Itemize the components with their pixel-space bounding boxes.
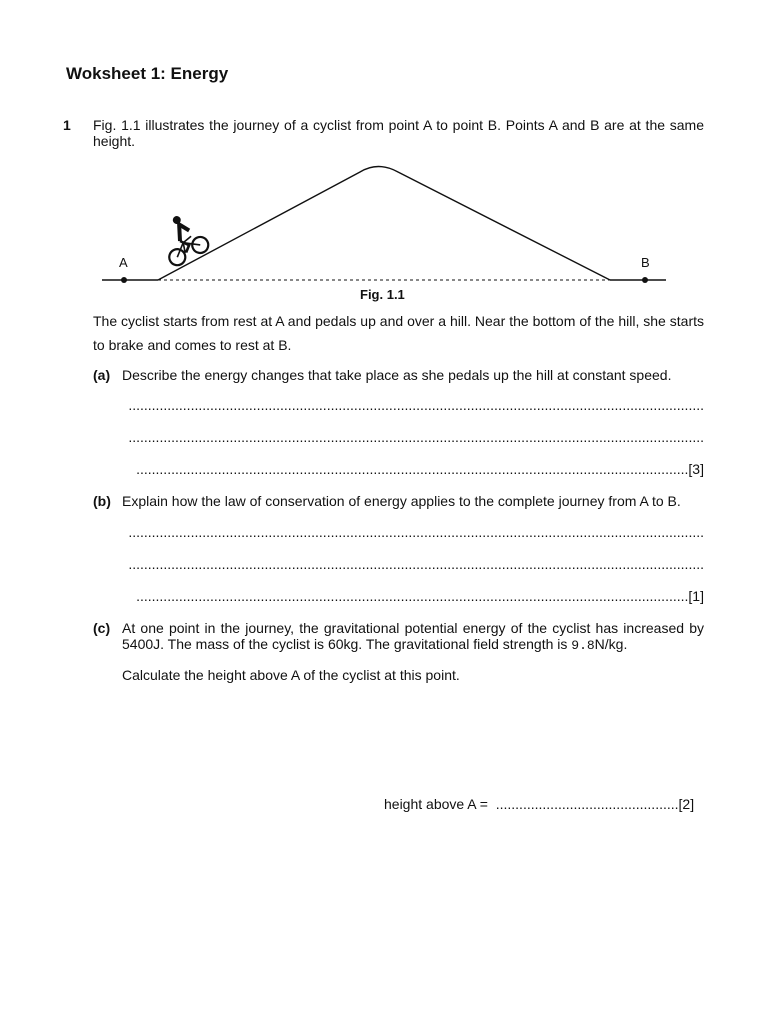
part-a-answer-line-2[interactable]: ....................................................................................................................................................: [128, 429, 704, 445]
part-b-marks: [1]: [688, 588, 704, 604]
question-number: 1: [63, 117, 71, 133]
part-c-marks: [2]: [678, 796, 695, 812]
part-b-answer-line-3[interactable]: ..............................................................................................................................................[1]: [136, 588, 704, 604]
question-context: The cyclist starts from rest at A and pedals up and over a hill. Near the bottom of the hill, she starts to brake and comes to rest at B.: [93, 313, 704, 353]
part-b-answer-line-1[interactable]: ....................................................................................................................................................: [128, 524, 704, 540]
part-c-answer-row: [384, 796, 694, 812]
part-c-label: (c): [93, 620, 111, 636]
point-a-label: A: [119, 255, 128, 270]
part-b-text: Explain how the law of conservation of energy applies to the complete journey from A to B.: [122, 493, 681, 509]
part-c-answer-label: height above A =: [384, 796, 488, 812]
part-b-answer-line-2[interactable]: ....................................................................................................................................................: [128, 556, 704, 572]
worksheet-title: Woksheet 1: Energy: [66, 64, 229, 83]
part-a-answer-line-1[interactable]: ....................................................................................................................................................: [128, 397, 704, 413]
part-c-instruction: Calculate the height above A of the cyclist at this point.: [122, 667, 460, 683]
point-b-dot: [642, 277, 648, 283]
part-c-text: [122, 620, 704, 654]
part-a-label: (a): [93, 367, 111, 383]
part-c-answer-line[interactable]: ...............................................: [495, 796, 679, 812]
part-a-marks: [3]: [688, 461, 704, 477]
part-a-answer-line-3[interactable]: ..............................................................................................................................................[3]: [136, 461, 704, 477]
hill-outline: [158, 167, 610, 281]
part-b-label: (b): [93, 493, 111, 509]
point-a-dot: [121, 277, 127, 283]
cyclist-icon: [153, 209, 211, 268]
figure-caption: Fig. 1.1: [360, 287, 405, 302]
question-intro: Fig. 1.1 illustrates the journey of a cyclist from point A to point B. Points A and B are at the same height.: [93, 117, 704, 149]
part-c-text-end: N/kg.: [594, 636, 628, 652]
part-a-text: Describe the energy changes that take place as she pedals up the hill at constant speed.: [122, 367, 672, 383]
point-b-label: B: [641, 255, 650, 270]
part-c-g-value: 9.8: [571, 638, 595, 653]
part-c-text-start: At one point in the journey, the gravitational potential energy of the cyclist has increased by 5400J. The mass of the cyclist is 60kg. The gravitational field strength is: [122, 620, 704, 652]
